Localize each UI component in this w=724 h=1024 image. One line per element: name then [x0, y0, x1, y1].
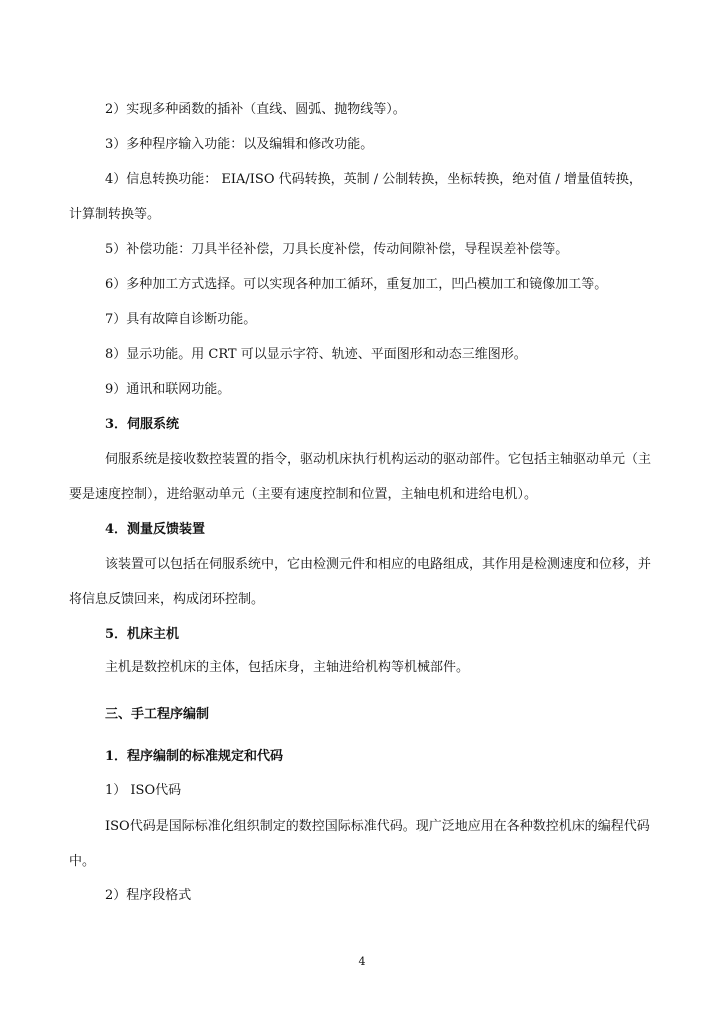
paragraph-machine: 主机是数控机床的主体，包括床身，主轴进给机构等机械部件。 [105, 660, 470, 675]
paragraph-servo-continued: 要是速度控制），进给驱动单元（主要有速度控制和位置，主轴电机和进给电机）。 [69, 487, 538, 502]
paragraph-iso: ISO代码是国际标准化组织制定的数控国际标准代码。现广泛地应用在各种数控机床的编程代码 [105, 819, 650, 834]
paragraph-feedback: 该装置可以包括在伺服系统中，它由检测元件和相应的电路组成，其作用是检测速度和位移，并 [105, 557, 652, 572]
chapter-heading-manual-programming: 三、手工程序编制 [105, 707, 210, 722]
list-item-4-continued: 计算制转换等。 [69, 207, 161, 222]
list-item-9: 9）通讯和联网功能。 [105, 382, 231, 397]
list-item-2: 2）实现多种函数的插补（直线、圆弧、抛物线等）。 [105, 102, 406, 117]
section-heading-feedback: 4．测量反馈装置 [105, 522, 206, 537]
section-heading-machine: 5．机床主机 [105, 627, 180, 642]
list-item-8: 8）显示功能。用 CRT 可以显示字符、轨迹、平面图形和动态三维图形。 [105, 347, 527, 362]
paragraph-servo: 伺服系统是接收数控装置的指令，驱动机床执行机构运动的驱动部件。它包括主轴驱动单元（主 [105, 452, 652, 467]
paragraph-iso-continued: 中。 [69, 854, 96, 869]
list-item-7: 7）具有故障自诊断功能。 [105, 312, 257, 327]
list-item-3: 3）多种程序输入功能：以及编辑和修改功能。 [105, 137, 374, 152]
list-item-6: 6）多种加工方式选择。可以实现各种加工循环，重复加工，凹凸模加工和镜像加工等。 [105, 277, 608, 292]
subheading-iso-code: 1） ISO代码 [105, 783, 182, 798]
list-item-5: 5）补偿功能：刀具半径补偿，刀具长度补偿，传动间隙补偿，导程误差补偿等。 [105, 242, 569, 257]
section-heading-servo: 3．伺服系统 [105, 417, 180, 432]
section-heading-standards: 1．程序编制的标准规定和代码 [105, 749, 284, 764]
paragraph-feedback-continued: 将信息反馈回来，构成闭环控制。 [69, 592, 265, 607]
subheading-block-format: 2）程序段格式 [105, 888, 192, 903]
list-item-4: 4）信息转换功能： EIA/ISO 代码转换，英制 / 公制转换，坐标转换，绝对值 / 增量值转换， [105, 172, 642, 187]
page-number: 4 [358, 955, 366, 968]
